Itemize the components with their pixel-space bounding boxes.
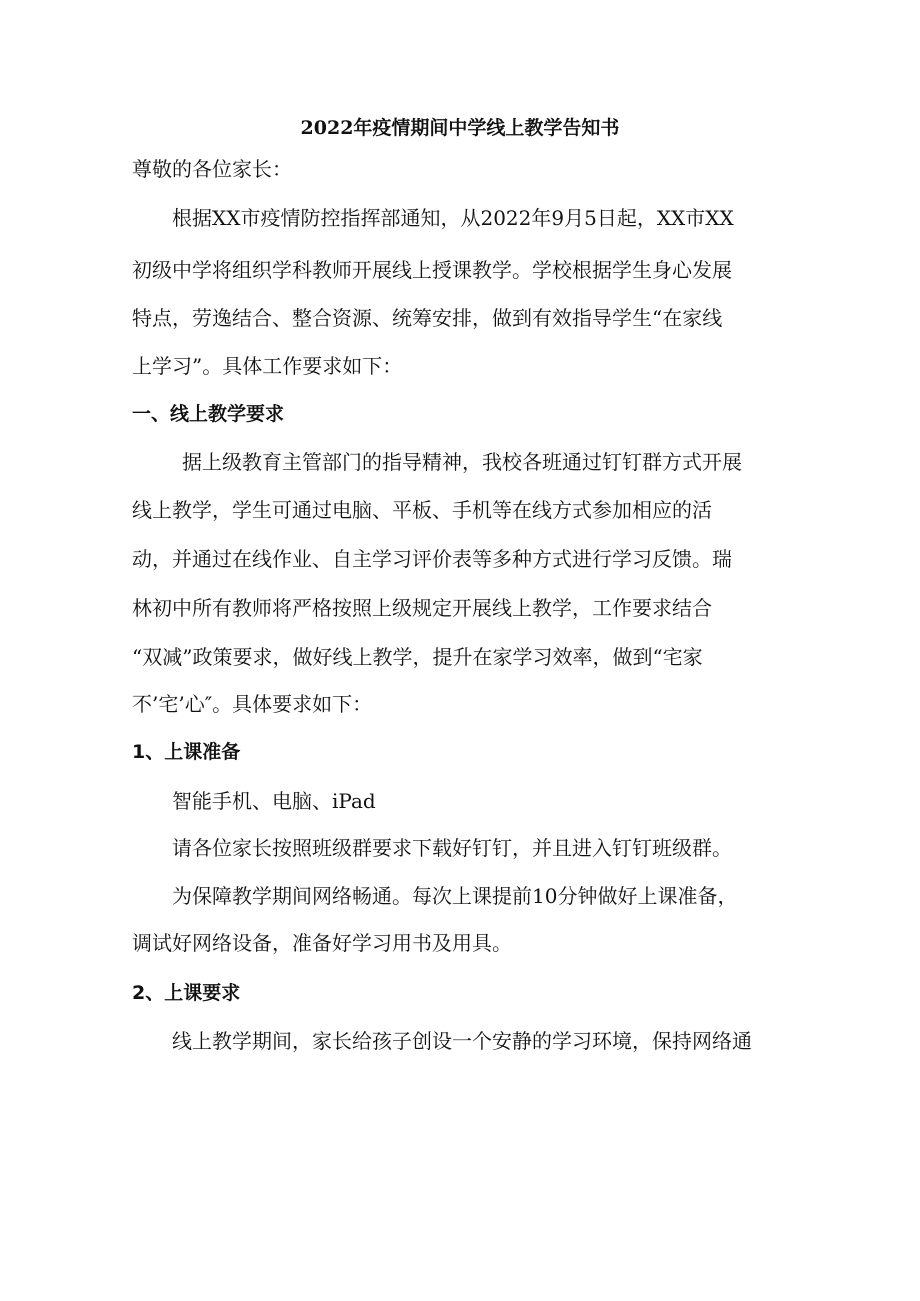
network-line-2: 调试好网络设备，准备好学习用书及用具。 [132,931,512,955]
section1-line-1: 据上级教育主管部门的指导精神，我校各班通过钉钉群方式开展 [182,450,742,474]
document-title: 2022年疫情期间中学线上教学告知书 [300,117,620,139]
section2-line-1: 线上教学期间，家长给孩子创设一个安静的学习环境，保持网络通 [172,1029,752,1053]
subheading-class-requirements: 2、上课要求 [132,982,241,1004]
section1-line-2: 线上教学，学生可通过电脑、平板、手机等在线方式参加相应的活 [132,498,712,522]
section-heading-online-teaching: 一、线上教学要求 [132,403,285,425]
intro-line-2: 初级中学将组织学科教师开展线上授课教学。学校根据学生身心发展 [132,258,732,282]
network-line-1: 为保障教学期间网络畅通。每次上课提前10分钟做好上课准备， [172,884,738,908]
intro-line-1: 根据XX市疫情防控指挥部通知，从2022年9月5日起，XX市XX [172,206,734,230]
device-line: 智能手机、电脑、iPad [172,789,376,813]
section1-line-4: 林初中所有教师将严格按照上级规定开展线上教学，工作要求结合 [132,596,712,620]
subheading-class-preparation: 1、上课准备 [132,741,241,763]
download-line: 请各位家长按照班级群要求下载好钉钉，并且进入钉钉班级群。 [172,836,732,860]
salutation: 尊敬的各位家长： [132,157,292,181]
section1-line-3: 动，并通过在线作业、自主学习评价表等多种方式进行学习反馈。瑞 [132,547,732,571]
intro-line-4: 上学习”。具体工作要求如下： [132,354,403,378]
section1-line-5: “双减”政策要求，做好线上教学，提升在家学习效率，做到“宅家 [132,645,703,669]
intro-line-3: 特点，劳逸结合、整合资源、统筹安排，做到有效指导学生“在家线 [132,306,723,330]
section1-line-6: 不’宅’心″。具体要求如下： [132,692,373,716]
